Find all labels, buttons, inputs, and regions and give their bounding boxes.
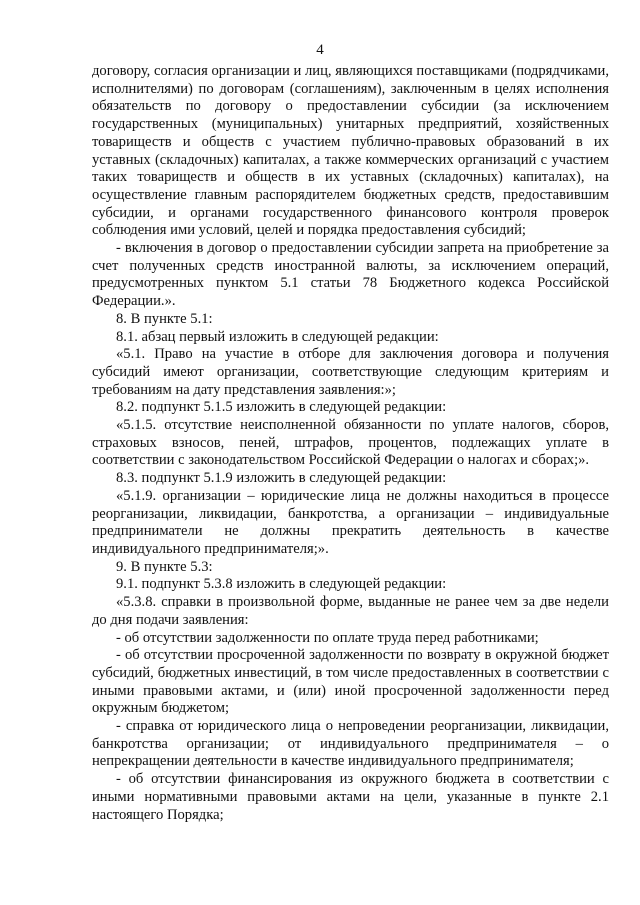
paragraph-item-9: 9. В пункте 5.3: xyxy=(116,558,213,575)
paragraph-item-8: 8. В пункте 5.1: xyxy=(116,310,213,327)
page-number: 4 xyxy=(316,42,324,58)
paragraph-no-overdue-debt: - об отсутствии просроченной задолженности по возврату в окружной бюджет субсидий, бюджетных инвестиций, в том числе предоставленных в соответствии с иными правовыми актами, и (или) иной просроченной задолженности перед окружным бюджетом; xyxy=(92,647,609,717)
paragraph-clause-5-3-8: «5.3.8. справки в произвольной форме, выданные не ранее чем за две недели до дня подачи заявления: xyxy=(92,594,609,628)
paragraph-no-reorganization: - справка от юридического лица о непроведении реорганизации, ликвидации, банкротства организации; от индивидуального предпринимателя – о непрекращении деятельности в качестве индивидуального предпринимателя; xyxy=(92,718,609,770)
paragraph-item-9-1: 9.1. подпункт 5.3.8 изложить в следующей редакции: xyxy=(116,576,447,593)
paragraph-item-8-1: 8.1. абзац первый изложить в следующей редакции: xyxy=(116,328,439,345)
paragraph-continuation: договору, согласия организации и лиц, являющихся поставщиками (подрядчиками, исполнителями) по договорам (соглашениям), заключенным в целях исполнения обязательств по договору о предоставлении субсидии (за исключением государственных (муниципальных) унитарных предприятий, хозяйственных товариществ и обществ с участием публично-правовых образований в их уставных (складочных) капиталах, а также коммерческих организаций с участием таких товариществ и обществ в их уставных (складочных) капиталах), на осуществление главным распорядителем бюджетных средств, предоставившим субсидии, и органами государственного финансового контроля проверок соблюдения ими условий, целей и порядка предоставления субсидий; xyxy=(92,63,609,239)
paragraph-clause-5-1-9: «5.1.9. организации – юридические лица не должны находиться в процессе реорганизации, ликвидации, банкротства, а организации – индивидуальные предприниматели не должны прекратить деятельность в качестве индивидуального предпринимателя;». xyxy=(92,487,609,557)
paragraph-no-wage-debt: - об отсутствии задолженности по оплате труда перед работниками; xyxy=(116,629,539,646)
paragraph-item-8-3: 8.3. подпункт 5.1.9 изложить в следующей редакции: xyxy=(116,470,447,487)
paragraph-no-other-funding: - об отсутствии финансирования из окружного бюджета в соответствии с иными нормативными правовыми актами на цели, указанные в пункте 2.1 настоящего Порядка; xyxy=(92,771,609,823)
paragraph-item-8-2: 8.2. подпункт 5.1.5 изложить в следующей редакции: xyxy=(116,399,447,416)
paragraph-clause-5-1-5: «5.1.5. отсутствие неисполненной обязанности по уплате налогов, сборов, страховых взносов, пеней, штрафов, процентов, подлежащих уплате в соответствии с законодательством Российской Федерации о налогах и сборах;». xyxy=(92,417,609,469)
document-body xyxy=(92,63,609,824)
paragraph-currency-ban: - включения в договор о предоставлении субсидии запрета на приобретение за счет полученных средств иностранной валюты, за исключением операций, предусмотренных пунктом 5.1 статьи 78 Бюджетного кодекса Российской Федерации.». xyxy=(92,240,609,310)
paragraph-clause-5-1: «5.1. Право на участие в отборе для заключения договора и получения субсидий имеют организации, соответствующие следующим критериям и требованиям на дату представления заявления:»; xyxy=(92,346,609,398)
